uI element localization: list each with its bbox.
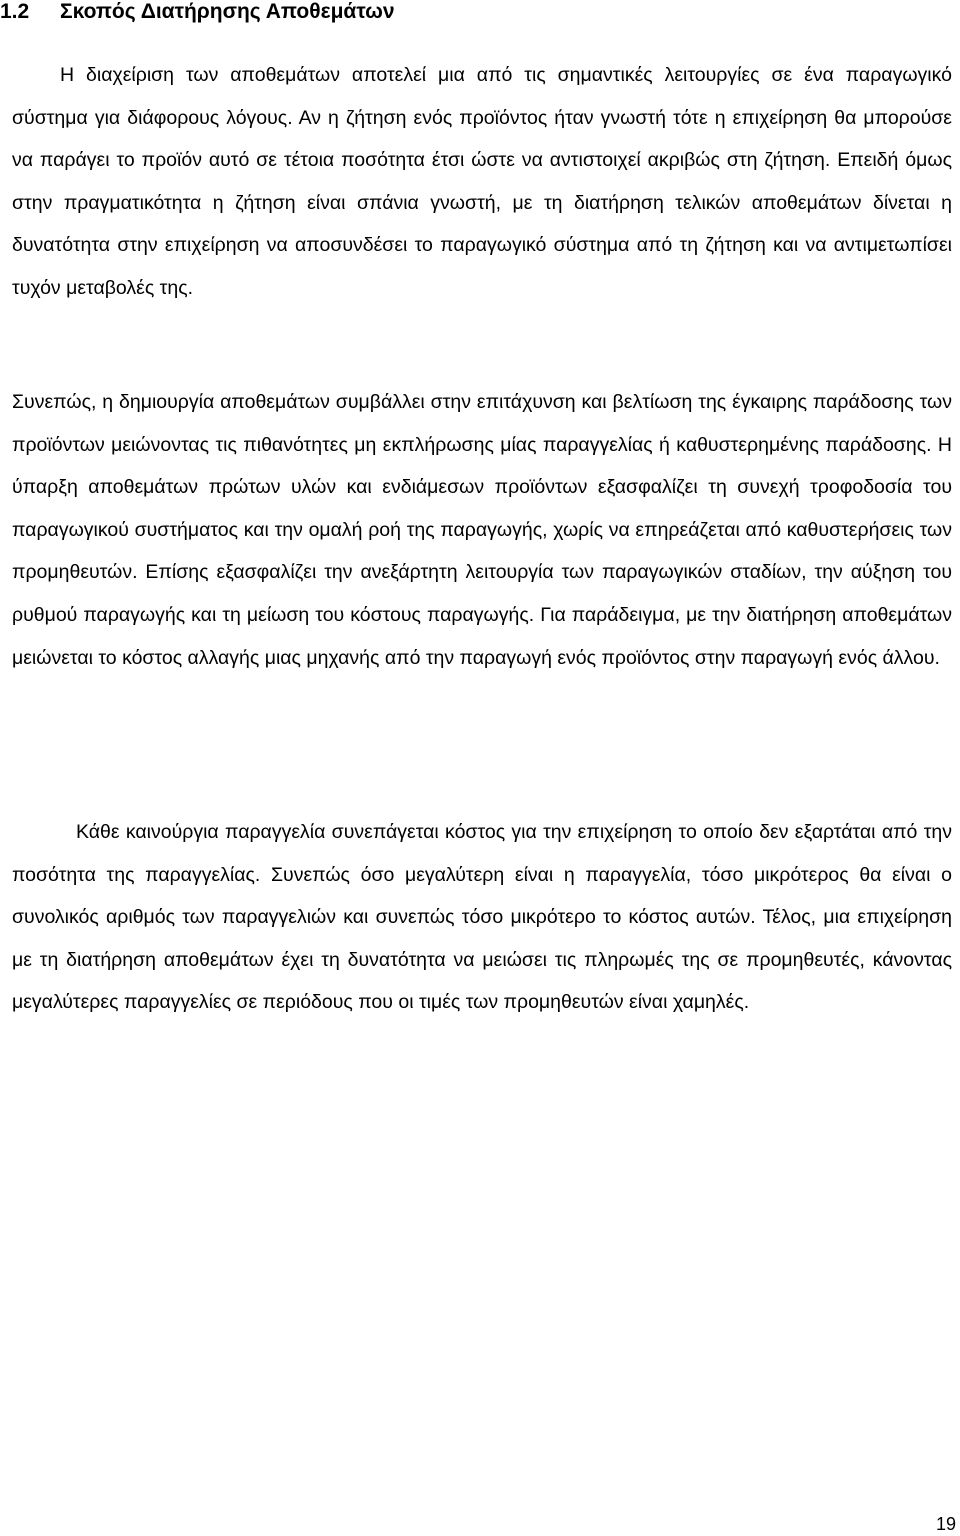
body-paragraph-2: Συνεπώς, η δημιουργία αποθεμάτων συμβάλλει στην επιτάχυνση και βελτίωση της έγκαιρης παράδοσης των προϊόντων μειώνοντας τις πιθανότητες μη εκπλήρωσης μίας παραγγελίας ή καθυστερημένης παράδοσης. Η ύπαρξη αποθεμάτων πρώτων υλών και ενδιάμεσων προϊόντων εξασφαλίζει τη συνεχή τροφοδοσία του παραγωγικού συστήματος και την ομαλή ροή της παραγωγής, χωρίς να επηρεάζεται από καθυστερήσεις των προμηθευτών. Επίσης εξασφαλίζει την ανεξάρτητη λειτουργία των παραγωγικών σταδίων, την αύξηση του ρυθμού παραγωγής και τη μείωση του κόστους παραγωγής. Για παράδειγμα, με την διατήρηση αποθεμάτων μειώνεται το κόστος αλλαγής μιας μηχανής από την παραγωγή ενός προϊόντος στην παραγωγή ενός άλλου. xyxy=(12,391,952,669)
section-heading xyxy=(0,0,395,26)
section-number: 1.2 xyxy=(0,0,30,23)
page-number: 19 xyxy=(935,1514,956,1534)
body-paragraph-1: Η διαχείριση των αποθεμάτων αποτελεί μια από τις σημαντικές λειτουργίες σε ένα παραγωγικό σύστημα για διάφορους λόγους. Αν η ζήτηση ενός προϊόντος ήταν γνωστή τότε η επιχείρηση θα μπορούσε να παράγει το προϊόν αυτό σε τέτοια ποσότητα έτσι ώστε να αντιστοιχεί ακριβώς στη ζήτηση. Επειδή όμως στην πραγματικότητα η ζήτηση είναι σπάνια γνωστή, με τη διατήρηση τελικών αποθεμάτων δίνεται η δυνατότητα στην επιχείρηση να αποσυνδέσει το παραγωγικό σύστημα από τη ζήτηση και να αντιμετωπίσει τυχόν μεταβολές της. xyxy=(12,64,952,299)
body-paragraph-3: Κάθε καινούργια παραγγελία συνεπάγεται κόστος για την επιχείρηση το οποίο δεν εξαρτάται από την ποσότητα της παραγγελίας. Συνεπώς όσο μεγαλύτερη είναι η παραγγελία, τόσο μικρότερος θα είναι ο συνολικός αριθμός των παραγγελιών και συνεπώς τόσο μικρότερο το κόστος αυτών. Τέλος, μια επιχείρηση με τη διατήρηση αποθεμάτων έχει τη δυνατότητα να μειώσει τις πληρωμές της σε προμηθευτές, κάνοντας μεγαλύτερες παραγγελίες σε περιόδους που οι τιμές των προμηθευτών είναι χαμηλές. xyxy=(12,821,952,1014)
section-title: Σκοπός Διατήρησης Αποθεμάτων xyxy=(60,0,395,23)
